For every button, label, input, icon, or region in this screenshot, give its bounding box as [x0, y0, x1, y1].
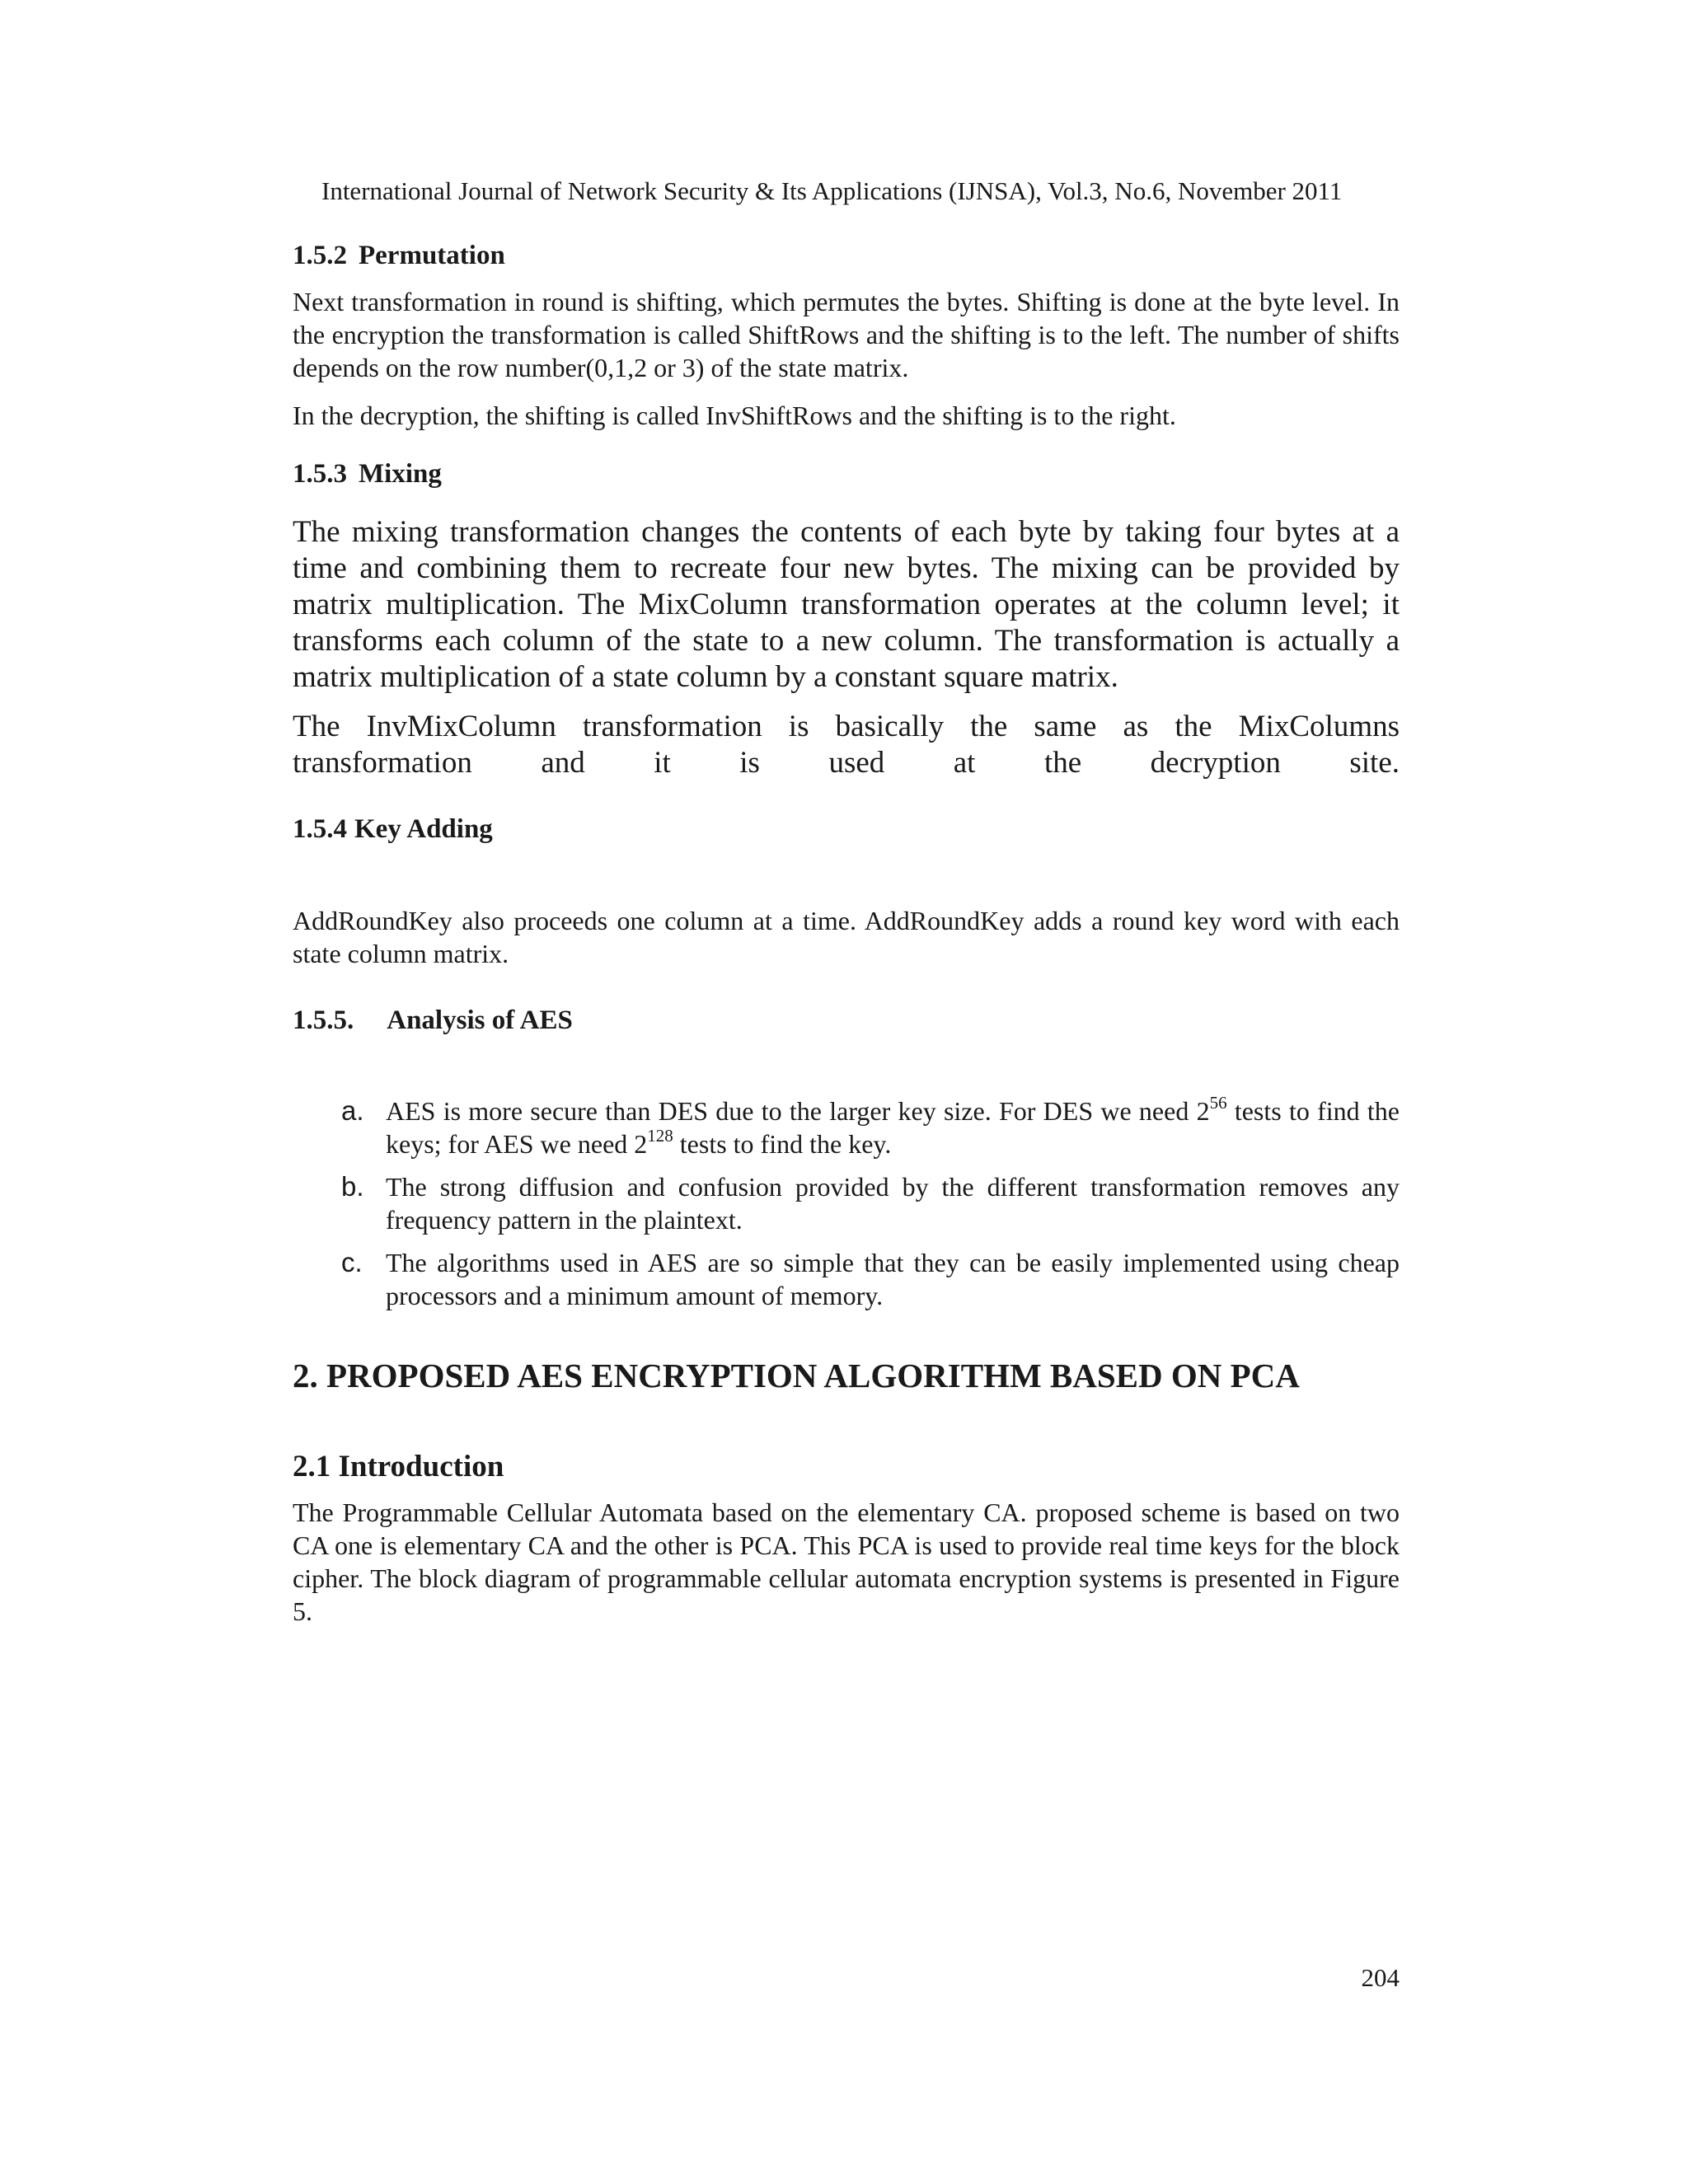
section-number: 1.5.3 — [293, 459, 347, 489]
page-number: 204 — [1361, 1963, 1400, 1992]
mixing-paragraph-2: The InvMixColumn transformation is basically the same as the MixColumns transformation and it is used at the decryption site. — [293, 710, 1400, 780]
section-heading-introduction: 2.1 Introduction — [293, 1450, 504, 1483]
list-item — [293, 1170, 1400, 1236]
permutation-paragraph-1: Next transformation in round is shifting, which permutes the bytes. Shifting is done at the byte level. In the encryption the transformation is called ShiftRows and the shifting is to the left. The number of shifts depends on the row number(0,1,2 or 3) of the state matrix. — [293, 287, 1400, 382]
section-title: Key Adding — [354, 814, 493, 844]
mixing-paragraph-1: The mixing transformation changes the contents of each byte by taking four bytes at a time and combining them to recreate four new bytes. The mixing can be provided by matrix multiplication. The MixColumn transformation operates at the column level; it transforms each column of the state to a new column. The transformation is actually a matrix multiplication of a state column by a constant square matrix. — [293, 515, 1400, 694]
section-number: 1.5.4 — [293, 814, 347, 844]
section-title: Analysis of AES — [387, 1005, 573, 1035]
list-marker: a. — [341, 1095, 364, 1126]
section-title: Mixing — [359, 459, 442, 489]
list-text: tests to find the key. — [673, 1129, 892, 1159]
running-header: International Journal of Network Security & Its Applications (IJNSA), Vol.3, No.6, November 2011 — [321, 176, 1343, 205]
permutation-paragraph-2: In the decryption, the shifting is called InvShiftRows and the shifting is to the right. — [293, 401, 1176, 430]
list-text: The strong diffusion and confusion provided by the different transformation removes any frequency pattern in the plaintext. — [386, 1172, 1400, 1235]
section-heading-mixing — [293, 457, 442, 491]
list-item — [293, 1246, 1400, 1312]
analysis-list — [293, 1094, 1400, 1322]
section-number: 1.5.5. — [293, 1005, 354, 1035]
chapter-heading: 2. PROPOSED AES ENCRYPTION ALGORITHM BASED ON PCA — [293, 1357, 1300, 1394]
section-title: Permutation — [359, 241, 505, 270]
list-text: tests to find the keys; for AES we need 2 — [386, 1096, 1400, 1159]
section-heading-permutation — [293, 238, 505, 273]
list-item — [293, 1094, 1400, 1160]
section-heading-analysis — [293, 1003, 573, 1038]
key-adding-paragraph-1: AddRoundKey also proceeds one column at a time. AddRoundKey adds a round key word with each state column matrix. — [293, 906, 1400, 968]
exponent: 128 — [647, 1126, 673, 1146]
section-number: 1.5.2 — [293, 241, 347, 270]
list-marker: b. — [341, 1171, 364, 1202]
list-text: AES is more secure than DES due to the larger key size. For DES we need 2 — [386, 1096, 1210, 1126]
section-heading-key-adding — [293, 812, 493, 846]
list-marker: c. — [341, 1247, 363, 1277]
list-text: The algorithms used in AES are so simple that they can be easily implemented using cheap processors and a minimum amount of memory. — [386, 1248, 1400, 1310]
introduction-paragraph-1: The Programmable Cellular Automata based on the elementary CA. proposed scheme is based on two CA one is elementary CA and the other is PCA. This PCA is used to provide real time keys for the block cipher. The block diagram of programmable cellular automata encryption systems is presented in Figure 5. — [293, 1497, 1400, 1626]
exponent: 56 — [1209, 1093, 1227, 1113]
